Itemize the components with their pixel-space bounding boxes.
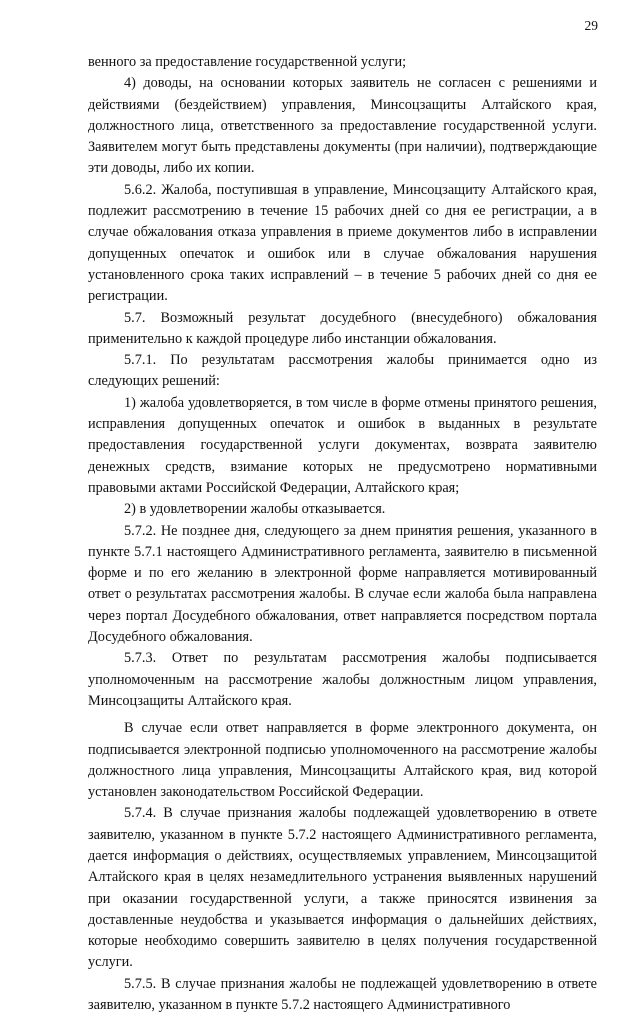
paragraph-continuation: венного за предоставление государственной услуги; <box>88 54 407 70</box>
paragraph-decision-1: 1) жалоба удовлетворяется, в том числе в форме отмены принятого решения, исправления допущенных опечаток и ошибок в выданных в результате предоставления государственной услуги документах, возврата заявителю денежных средств, взимание которых не предусмотрено нормативными правовыми актами Российской Федерации, Алтайского края; <box>88 394 597 496</box>
paragraph-decision-2: 2) в удовлетворении жалобы отказывается. <box>124 501 386 518</box>
paragraph-5-7-3: 5.7.3. Ответ по результатам рассмотрения жалобы подписывается уполномоченным на рассмотрение жалобы должностным лицом управления, Минсоцзащиты Алтайского края. <box>88 650 597 709</box>
paragraph-5-7-2: 5.7.2. Не позднее дня, следующего за днем принятия решения, указанного в пункте 5.7.1 настоящего Административного регламента, заявителю в письменной форме и по его желанию в электронной форме направляется мотивированный ответ о результатах рассмотрения жалобы. В случае если жалоба была направлена через портал Досудебного обжалования, ответ направляется посредством портала Досудебного обжалования. <box>88 522 597 646</box>
paragraph-5-6-2: 5.6.2. Жалоба, поступившая в управление, Минсоцзащиту Алтайского края, подлежит рассмотрению в течение 15 рабочих дней со дня ее регистрации, а в случае обжалования отказа управления в приеме документов либо в исправлении допущенных опечаток и ошибок или в случае обжалования нарушения установленного срока таких исправлений – в течение 5 рабочих дней со дня ее регистрации. <box>88 181 597 305</box>
paragraph-5-7-4: 5.7.4. В случае признания жалобы подлежащей удовлетворению в ответе заявителю, указанном в пункте 5.7.2 настоящего Административного регламента, дается информация о действиях, осуществляемых управлением, Минсоцзащитой Алтайского края в целях незамедлительного устранения выявленных нарушений при оказании государственной услуги, а также приносятся извинения за доставленные неудобства и указывается информация о дальнейших действиях, которые необходимо совершить заявителю в целях получения государственной услуги. <box>88 805 597 971</box>
paragraph-electronic-answer: В случае если ответ направляется в форме электронного документа, он подписывается электронной подписью уполномоченного на рассмотрение жалобы должностного лица управления, Минсоцзащиты Алтайского края, вид которой установлен законодательством Российской Федерации. <box>88 720 597 801</box>
body-text <box>88 52 597 1016</box>
paragraph-5-7: 5.7. Возможный результат досудебного (внесудебного) обжалования применительно к каждой процедуре либо инстанции обжалования. <box>88 309 597 347</box>
page-number: 29 <box>584 18 598 33</box>
scan-speck <box>540 885 542 887</box>
paragraph-5-7-5: 5.7.5. В случае признания жалобы не подлежащей удовлетворению в ответе заявителю, указанном в пункте 5.7.2 настоящего Административного <box>88 975 597 1014</box>
paragraph-item-4-arguments: 4) доводы, на основании которых заявитель не согласен с решениями и действиями (бездействием) управления, Минсоцзащиты Алтайского края, должностного лица, ответственного за предоставление государственной услуги. Заявителем могут быть представлены документы (при наличии), подтверждающие эти доводы, либо их копии. <box>88 75 597 177</box>
paragraph-5-7-1: 5.7.1. По результатам рассмотрения жалобы принимается одно из следующих решений: <box>88 352 597 390</box>
